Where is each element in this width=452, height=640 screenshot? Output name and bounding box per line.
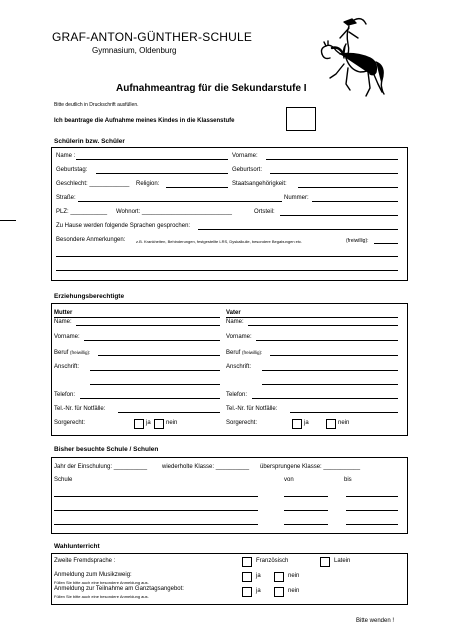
student-anmerkungen-input-3[interactable]: [56, 270, 398, 271]
einschulung-label: Jahr der Einschulung: __________: [54, 464, 148, 470]
student-vorname-input[interactable]: [266, 159, 398, 160]
mutter-telefon-input[interactable]: [80, 398, 220, 399]
guardians-section-title: Erziehungsberechtigte: [54, 293, 125, 300]
vater-sorgerecht-nein-checkbox[interactable]: [326, 419, 336, 429]
vater-notfall-input[interactable]: [290, 412, 398, 413]
school-row-3-name[interactable]: [54, 524, 258, 525]
mutter-sorgerecht-ja-checkbox[interactable]: [134, 419, 144, 429]
student-name-label: Name :: [56, 153, 76, 159]
student-geburtsort-label: Geburtsort:: [232, 167, 263, 173]
school-row-1-name[interactable]: [54, 496, 258, 497]
latein-label: Latein: [334, 558, 351, 564]
vater-sorgerecht-label: Sorgerecht:: [226, 420, 258, 426]
mutter-sorgerecht-ja-label: ja: [146, 420, 151, 426]
student-geburtstag-input[interactable]: [96, 173, 228, 174]
mutter-beruf-input[interactable]: [98, 355, 220, 356]
student-anmerkungen-label: Besondere Anmerkungen:: [56, 237, 126, 243]
mutter-sorgerecht-label: Sorgerecht:: [54, 420, 86, 426]
vater-anschrift-input-1[interactable]: [262, 370, 398, 371]
student-ortsteil-label: Ortsteil:: [254, 209, 275, 215]
vater-beruf-label: Beruf (freiwillig):: [226, 350, 263, 356]
musik-hint: Füllen Sie bitte auch eine besondere Anmeldung aus.: [54, 580, 149, 585]
school-row-2-name[interactable]: [54, 510, 258, 511]
uebersprungene-label: übersprungene Klasse: ___________: [260, 464, 361, 470]
school-row-3-von[interactable]: [284, 524, 328, 525]
ganztag-hint: Füllen Sie bitte auch eine besondere Anmeldung aus.: [54, 594, 149, 599]
vater-vorname-input[interactable]: [256, 340, 398, 341]
vater-notfall-label: Tel.-Nr. für Notfälle:: [226, 406, 278, 412]
ganztag-nein-label: nein: [288, 588, 300, 594]
musik-ja-label: ja: [256, 573, 261, 579]
grade-input[interactable]: [286, 107, 316, 131]
vater-heading: Vater: [226, 310, 241, 316]
vater-sorgerecht-nein-label: nein: [338, 420, 350, 426]
mutter-heading: Mutter: [54, 310, 73, 316]
student-ortsteil-input[interactable]: [280, 215, 398, 216]
mutter-sorgerecht-nein-label: nein: [166, 420, 178, 426]
musik-ja-checkbox[interactable]: [242, 572, 252, 582]
vater-beruf-input[interactable]: [270, 355, 398, 356]
latein-checkbox[interactable]: [320, 557, 330, 567]
franzoesisch-checkbox[interactable]: [242, 557, 252, 567]
vater-sorgerecht-ja-checkbox[interactable]: [292, 419, 302, 429]
student-anmerkungen-input-2[interactable]: [56, 256, 398, 257]
mutter-vorname-input[interactable]: [84, 340, 220, 341]
student-strasse-label: Straße:: [56, 195, 76, 201]
student-strasse-input[interactable]: [78, 201, 282, 202]
student-geschlecht-label: Geschlecht: ____________: [56, 181, 130, 187]
student-anmerkungen-input-1[interactable]: [374, 243, 398, 244]
school-name: GRAF-ANTON-GÜNTHER-SCHULE: [52, 30, 253, 44]
vater-sorgerecht-ja-label: ja: [304, 420, 309, 426]
page-title: Aufnahmeantrag für die Sekundarstufe I: [116, 83, 307, 94]
student-staat-label: Staatsangehörigkeit:: [232, 181, 287, 187]
mutter-telefon-label: Telefon:: [54, 392, 76, 398]
school-subtitle: Gymnasium, Oldenburg: [92, 46, 177, 55]
mutter-sorgerecht-nein-checkbox[interactable]: [154, 419, 164, 429]
student-section-title: Schülerin bzw. Schüler: [54, 138, 125, 145]
mutter-beruf-label: Beruf (freiwillig):: [54, 350, 91, 356]
student-geburtstag-label: Geburtstag:: [56, 167, 88, 173]
student-nummer-input[interactable]: [312, 201, 398, 202]
vater-anschrift-input-2[interactable]: [262, 384, 398, 385]
ganztag-label: Anmeldung zur Teilnahme am Ganztagsangebot:: [54, 586, 184, 592]
mutter-notfall-label: Tel.-Nr. für Notfälle:: [54, 406, 106, 412]
vater-anschrift-label: Anschrift:: [226, 364, 252, 370]
school-row-2-bis[interactable]: [346, 510, 398, 511]
student-name-input[interactable]: [76, 159, 228, 160]
vater-name-input[interactable]: [248, 325, 398, 326]
student-staat-input[interactable]: [298, 187, 398, 188]
wiederholte-label: wiederholte Klasse: __________: [162, 464, 250, 470]
student-wohnort-label: Wohnort: ___________________________: [116, 209, 232, 215]
school-row-1-von[interactable]: [284, 496, 328, 497]
musik-label: Anmeldung zum Musikzweig:: [54, 572, 132, 578]
margin-mark: [0, 220, 16, 221]
student-religion-label: Religion:: [136, 181, 160, 187]
vater-telefon-input[interactable]: [252, 398, 398, 399]
mutter-vorname-label: Vorname:: [54, 334, 80, 340]
mutter-name-label: Name:: [54, 319, 72, 325]
school-row-3-bis[interactable]: [346, 524, 398, 525]
school-row-2-von[interactable]: [284, 510, 328, 511]
musik-nein-checkbox[interactable]: [274, 572, 284, 582]
franzoesisch-label: Französisch: [256, 558, 289, 564]
fremdsprache-label: Zweite Fremdsprache :: [54, 558, 116, 564]
student-geburtsort-input[interactable]: [270, 173, 398, 174]
ganztag-ja-checkbox[interactable]: [242, 587, 252, 597]
footer-turn-over: Bitte wenden !: [356, 618, 395, 624]
school-logo: [316, 14, 388, 102]
bis-col-header: bis: [344, 477, 352, 483]
mutter-anschrift-input-2[interactable]: [90, 384, 220, 385]
vater-telefon-label: Telefon:: [226, 392, 248, 398]
vater-underline: [226, 317, 398, 318]
schools-section-title: Bisher besuchte Schule / Schulen: [54, 446, 159, 453]
student-religion-input[interactable]: [166, 187, 228, 188]
musik-nein-label: nein: [288, 573, 300, 579]
mutter-anschrift-label: Anschrift:: [54, 364, 80, 370]
ganztag-ja-label: ja: [256, 588, 261, 594]
mutter-anschrift-input-1[interactable]: [90, 370, 220, 371]
schule-col-header: Schule: [54, 477, 73, 483]
ganztag-nein-checkbox[interactable]: [274, 587, 284, 597]
student-vorname-label: Vorname:: [232, 153, 258, 159]
von-col-header: von: [284, 477, 294, 483]
student-sprachen-label: Zu Hause werden folgende Sprachen gesprochen:: [56, 223, 191, 229]
student-sprachen-input[interactable]: [198, 229, 398, 230]
mutter-name-input[interactable]: [76, 325, 220, 326]
student-plz-label: PLZ: ___________: [56, 209, 108, 215]
mutter-notfall-input[interactable]: [118, 412, 220, 413]
student-nummer-label: Nummer:: [284, 195, 309, 201]
vater-name-label: Name:: [226, 319, 244, 325]
hint-text: Bitte deutlich in Druckschrift ausfüllen.: [54, 102, 139, 108]
student-anmerkungen-hint: z.B. Krankheiten, Behinderungen, festgestellte LRS, Dyskalkulie, besondere Begabungen etc.: [136, 239, 303, 244]
vater-vorname-label: Vorname:: [226, 334, 252, 340]
grade-request: Ich beantrage die Aufnahme meines Kindes in die Klassenstufe: [54, 118, 235, 124]
school-row-1-bis[interactable]: [346, 496, 398, 497]
student-freiwillig-label: (freiwillig):: [346, 238, 369, 244]
mutter-underline: [54, 317, 220, 318]
wahl-section-title: Wahlunterricht: [54, 543, 100, 550]
